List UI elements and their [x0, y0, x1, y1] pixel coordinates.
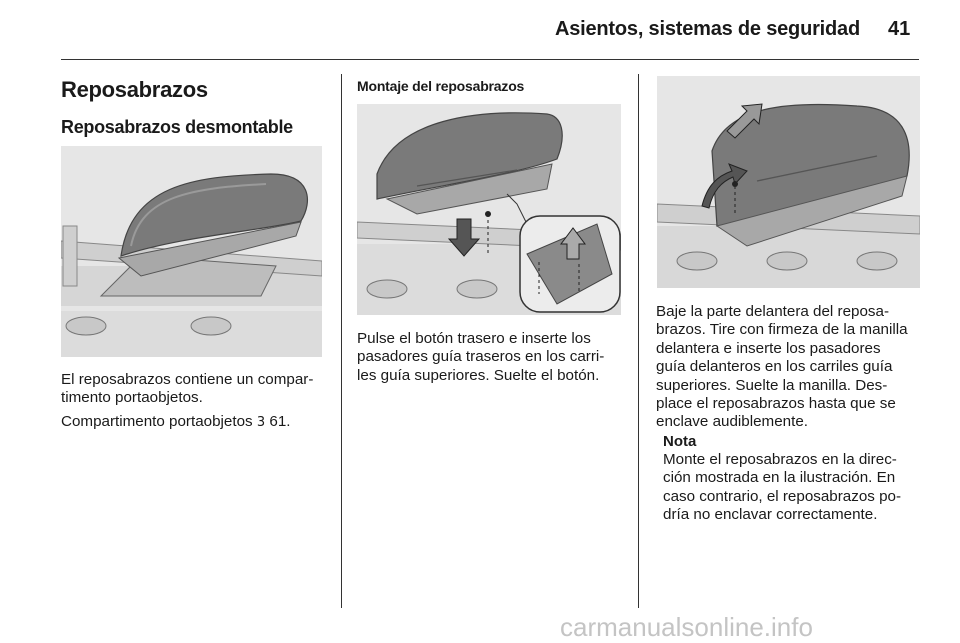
column-divider-right	[638, 74, 639, 608]
mounting-rear-illustration	[357, 104, 621, 315]
column-divider-left	[341, 74, 342, 608]
reference-text: Compartimento portaobjetos	[61, 413, 253, 430]
subsection-heading: Reposabrazos desmontable	[61, 117, 293, 137]
page-number: 41	[888, 18, 911, 40]
text-line: ción mostrada en la ilustración. En	[663, 469, 896, 487]
mounting-front-instructions	[656, 303, 928, 432]
text-line: brazos. Tire con firmeza de la manilla	[656, 321, 908, 339]
section-heading: Reposabrazos	[61, 77, 208, 102]
text-line: superiores. Suelte la manilla. Des-	[656, 376, 888, 394]
text-line: Baje la parte delantera del reposa-	[656, 303, 890, 320]
running-header-title: Asientos, sistemas de seguridad	[554, 18, 860, 40]
text-line: dría no enclavar correctamente.	[663, 506, 878, 524]
text-line: place el reposabrazos hasta que se	[656, 395, 896, 413]
text-line: El reposabrazos contiene un compar-	[61, 371, 314, 388]
note-body	[663, 451, 923, 525]
text-line: Monte el reposabrazos en la direc-	[663, 451, 897, 468]
page-reference-arrow-icon: 3	[256, 415, 266, 430]
text-line: delantera e inserte los pasadores	[656, 339, 881, 357]
text-line: enclave audiblemente.	[656, 413, 808, 431]
text-line: Pulse el botón trasero e inserte los	[357, 330, 591, 347]
armrest-description	[61, 371, 331, 408]
text-line: pasadores guía traseros en los carri-	[357, 348, 605, 366]
text-line: guía delanteros en los carriles guía	[656, 358, 893, 376]
removable-armrest-illustration	[61, 146, 322, 357]
watermark: carmanualsonline.info	[560, 612, 813, 642]
text-line: timento portaobjetos.	[61, 389, 203, 407]
text-line: caso contrario, el reposabrazos po-	[663, 487, 902, 505]
mounting-rear-instructions	[357, 330, 633, 385]
storage-compartment-reference	[61, 413, 331, 432]
text-line: les guía superiores. Suelte el botón.	[357, 366, 600, 384]
mounting-heading: Montaje del reposabrazos	[357, 78, 525, 94]
mounting-front-illustration	[657, 76, 920, 288]
note-heading: Nota	[663, 433, 697, 450]
header-rule	[61, 59, 919, 60]
reference-page-link[interactable]: 61.	[269, 413, 291, 430]
